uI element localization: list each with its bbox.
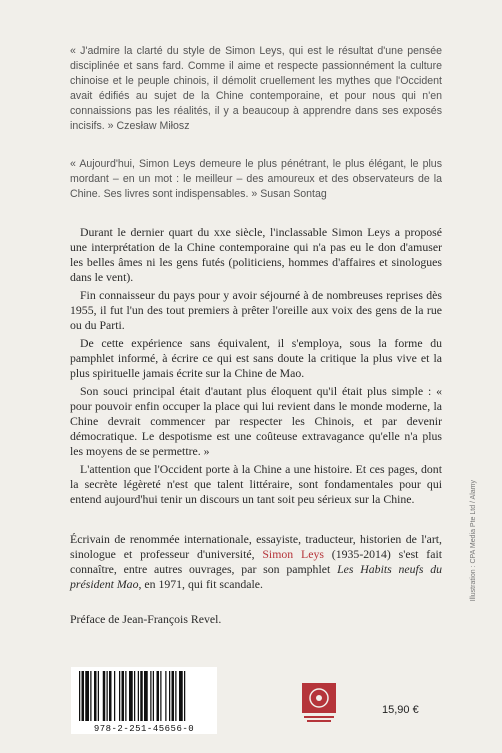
quote-milosz bbox=[70, 44, 442, 134]
isbn: 978-2-251-45656-0 bbox=[93, 724, 195, 734]
author-bio: Écrivain de renommée internationale, essayiste, traducteur, historien de l'art, sinologue et professeur d'université, Simon Leys (1935-2014) s'est fait connaître, entre autres ouvrages, par son pamphlet Les Habits neufs du président Mao, en 1971, qui fit scandale. bbox=[70, 532, 443, 591]
illustration-credit: Illustration : CPA Media Pte Ltd / Alamy bbox=[470, 480, 477, 602]
quote-sontag bbox=[70, 157, 442, 202]
paragraph: Son souci principal était d'autant plus éloquent qu'il était plus simple : « pour pouvoir enfin occuper la place qui lui revient dans le monde moderne, la Chine devrait commencer par respecter les Chinois, et par devenir démocratique. Le despotisme est une coûteuse extravagance qu'elle n'a plus les moyens de se permettre. » bbox=[70, 384, 442, 458]
publisher-logo bbox=[302, 683, 336, 727]
book-title: Les Habits neufs du président Mao bbox=[70, 562, 443, 591]
quote-text: « Aujourd'hui, Simon Leys demeure le plus pénétrant, le plus élégant, le plus mordant – en un mot : le meilleur – des amoureux et des observateurs de la Chine. Ses livres sont indispensables. » bbox=[70, 158, 442, 200]
price: 15,90 € bbox=[382, 704, 419, 716]
quote-author: Susan Sontag bbox=[260, 188, 327, 200]
paragraph: Durant le dernier quart du xxe siècle, l'inclassable Simon Leys a proposé une interprétation de la Chine contemporaine qui n'a pas eu le don d'amuser les belles âmes ni les gens futés (politiciens, hommes d'affaires et sinologues dans le vent). bbox=[70, 225, 442, 284]
paragraph: L'attention que l'Occident porte à la Chine a une histoire. Et ces pages, dont la secrète légèreté n'est que talent littéraire, sont fondamentales pour qui entend aujourd'hui tenir un discours un tant soit peu sérieux sur la Chine. bbox=[70, 462, 442, 506]
barcode-bars bbox=[71, 667, 217, 723]
paragraph: Fin connaisseur du pays pour y avoir séjourné à de nombreuses reprises dès 1955, il fut l'un des tout premiers à prêter l'oreille aux voix des gens de la rue ou du Parti. bbox=[70, 288, 442, 332]
author-name: Simon Leys bbox=[262, 547, 324, 561]
quote-text: « J'admire la clarté du style de Simon Leys, qui est le résultat d'une pensée disciplinée et sans fard. Comme il aime et respecte passionnément la culture chinoise et le peuple chinois, il démolit cruellement les mythes que l'Occident avait édifiés au sujet de la Chine contemporaine, et pour nous qui n'en connaissions pas les réalités, il y a beaucoup à apprendre dans ses exposés incisifs. » bbox=[70, 45, 442, 132]
preface: Préface de Jean-François Revel. bbox=[70, 612, 222, 626]
paragraph: De cette expérience sans équivalent, il s'employa, sous la forme du pamphlet informé, à écrire ce qui est sans doute la critique la plus vive et la plus spirituelle jamais écrite sur la Chine de Mao. bbox=[70, 336, 442, 380]
quote-author: Czesław Miłosz bbox=[116, 120, 190, 132]
description bbox=[70, 225, 442, 510]
